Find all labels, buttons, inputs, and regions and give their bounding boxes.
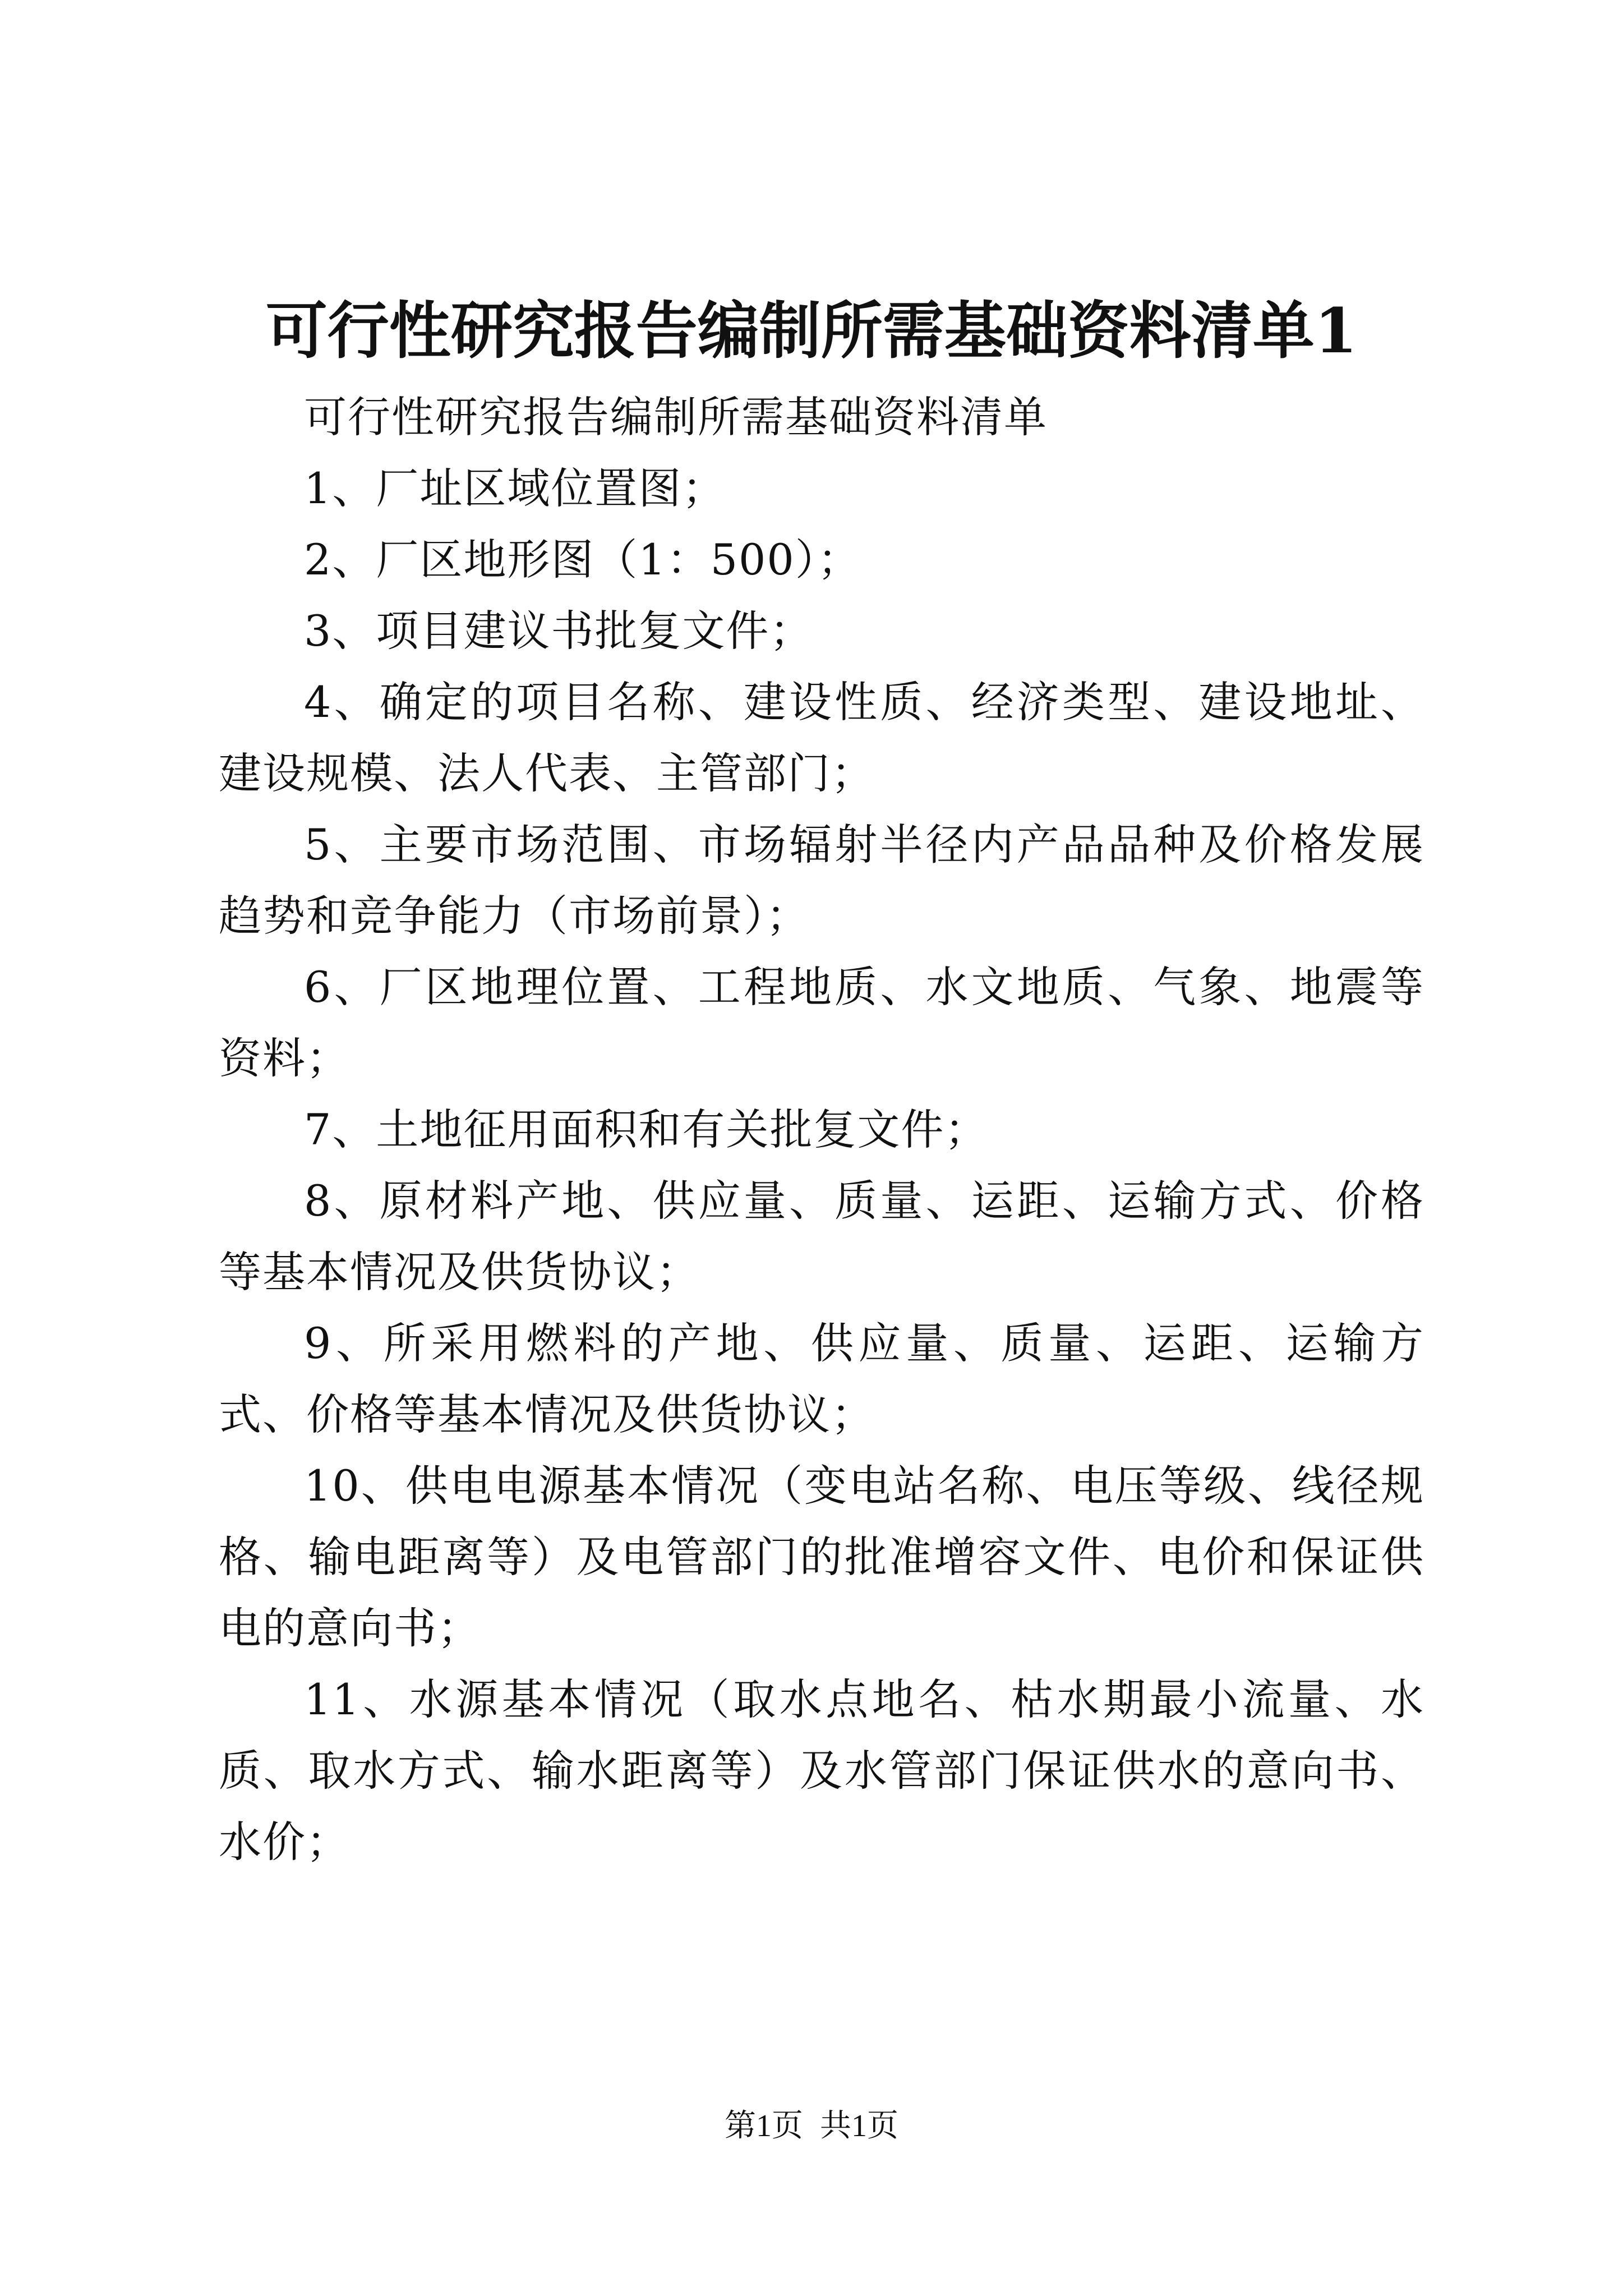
list-item: 3、项目建议书批复文件； <box>304 606 814 656</box>
paragraph-subtitle: 可行性研究报告编制所需基础资料清单 <box>304 392 1048 442</box>
list-item: 9、所采用燃料的产地、供应量、质量、运距、运输方式、价格等基本情况及供货协议； <box>219 1318 1424 1439</box>
list-item: 6、厂区地理位置、工程地质、水文地质、气象、地震等资料； <box>219 962 1424 1083</box>
list-item: 10、供电电源基本情况（变电站名称、电压等级、线径规格、输电距离等）及电管部门的批准增容文件、电价和保证供电的意向书； <box>219 1461 1424 1653</box>
list-item: 1、厂址区域位置图； <box>304 463 726 513</box>
list-item: 2、厂区地形图（1：500）； <box>304 535 861 585</box>
list-item: 4、确定的项目名称、建设性质、经济类型、建设地址、建设规模、法人代表、主管部门； <box>219 677 1424 798</box>
list-item: 5、主要市场范围、市场辐射半径内产品品种及价格发展趋势和竞争能力（市场前景）； <box>219 820 1424 941</box>
page-number: 第1页 <box>725 2109 803 2143</box>
list-item: 7、土地征用面积和有关批复文件； <box>304 1105 989 1154</box>
document-title: 可行性研究报告编制所需基础资料清单1 <box>265 295 1358 367</box>
list-item: 11、水源基本情况（取水点地名、枯水期最小流量、水质、取水方式、输水距离等）及水管部门保证供水的意向书、水价； <box>219 1674 1424 1867</box>
page-total: 共1页 <box>820 2109 898 2143</box>
page-footer <box>0 2106 1623 2146</box>
list-item: 8、原材料产地、供应量、质量、运距、运输方式、价格等基本情况及供货协议； <box>219 1176 1424 1297</box>
document-body <box>219 381 1424 1878</box>
